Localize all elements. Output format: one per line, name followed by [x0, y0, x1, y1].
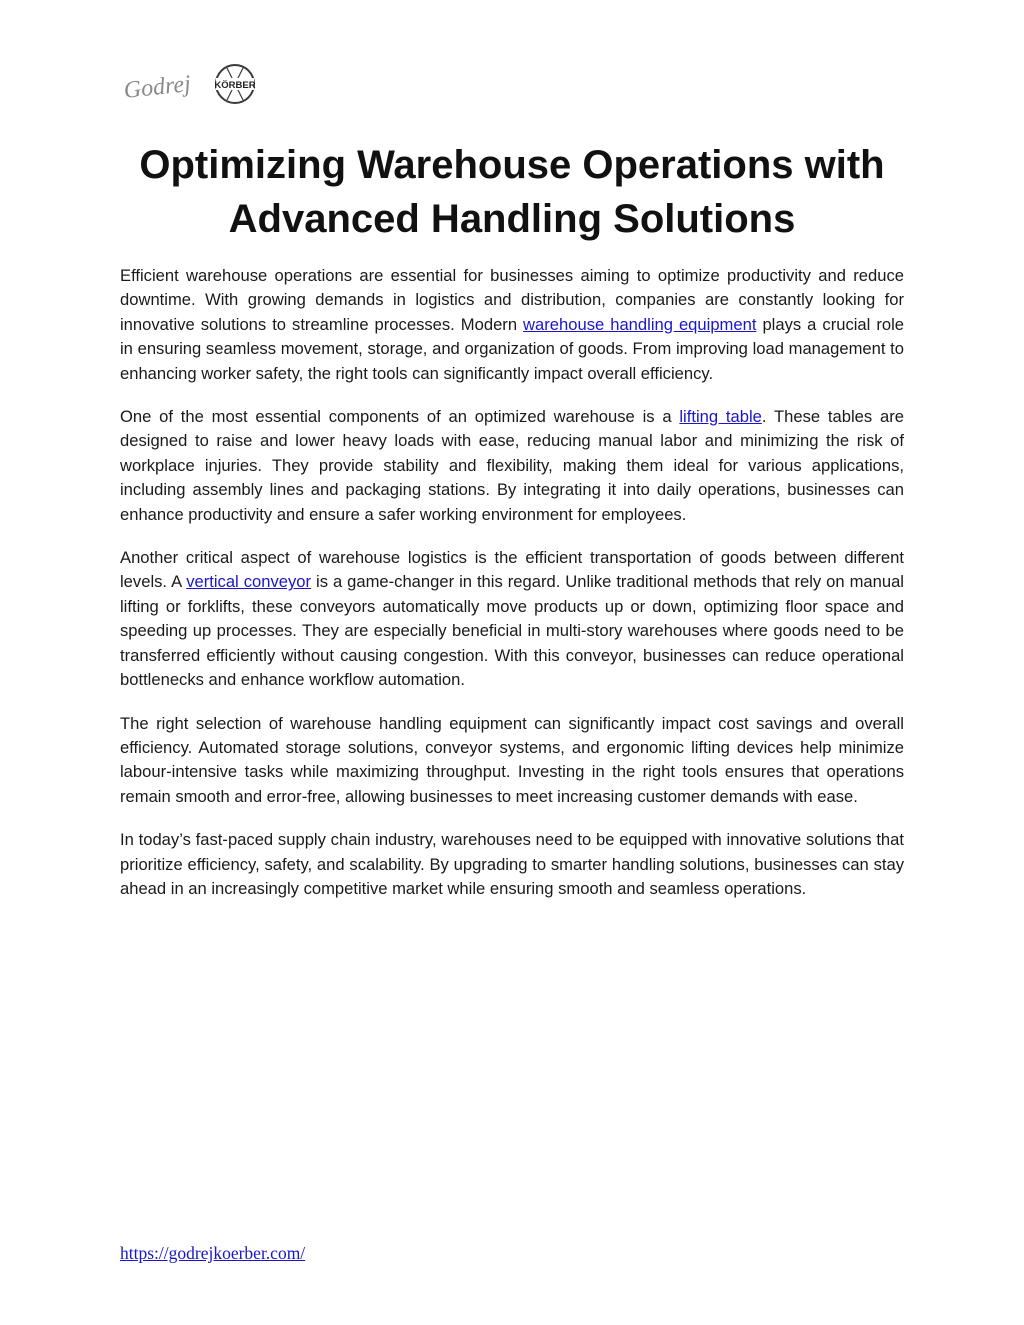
logo-partner-text: KÖRBER: [214, 80, 256, 91]
paragraph-text: plays a crucial role in ensuring seamless movement, storage, and organization of goods. From improving load management to enhancing worker safety, the right tools can significantly impact overall efficiency.: [120, 314, 905, 383]
link-lifting-table[interactable]: lifting table: [679, 407, 762, 427]
logo-graphic: [122, 60, 272, 110]
link-vertical-conveyor[interactable]: vertical conveyor: [186, 572, 312, 592]
paragraph-text: Efficient warehouse operations are essential for businesses aiming to optimize productivity and reduce downtime. With growing demands in logistics and distribution, companies are constantly looking for innovative solutions to streamline processes. Modern: [120, 266, 904, 334]
paragraph-1: [120, 264, 904, 386]
logo-brand-script: Godrej: [122, 71, 192, 104]
article-body: [120, 264, 904, 920]
paragraph-3: [120, 546, 904, 692]
page-title: Optimizing Warehouse Operations with Advanced Handling Solutions: [139, 143, 885, 241]
paragraph-5: In today’s fast-paced supply chain industry, warehouses need to be equipped with innovative solutions that prioritize efficiency, safety, and scalability. By upgrading to smarter handling solutions, businesses can stay ahead in an increasingly competitive market while ensuring smooth and seamless operations.: [120, 830, 904, 898]
paragraph-text: is a game-changer in this regard. Unlike traditional methods that rely on manual lifting or forklifts, these conveyors automatically move products up or down, optimizing floor space and speeding up processes. They are especially beneficial in multi-story warehouses where goods need to be transferred efficiently without causing congestion. With this conveyor, businesses can reduce operational bottlenecks and enhance workflow automation.: [120, 572, 904, 690]
paragraph-text: . These tables are designed to raise and lower heavy loads with ease, reducing manual labor and minimizing the risk of workplace injuries. They provide stability and flexibility, making them ideal for various applications, including assembly lines and packaging stations. By integrating it into daily operations, businesses can enhance productivity and ensure a safer working environment for employees.: [120, 407, 904, 524]
footer-website-link[interactable]: https://godrejkoerber.com/: [120, 1243, 306, 1263]
paragraph-4: The right selection of warehouse handling equipment can significantly impact cost savings and overall efficiency. Automated storage solutions, conveyor systems, and ergonomic lifting devices help minimize labour-intensive tasks while maximizing throughput. Investing in the right tools ensures that operations remain smooth and error-free, allowing businesses to meet increasing customer demands with ease.: [120, 713, 904, 806]
paragraph-text: One of the most essential components of an optimized warehouse is a: [120, 407, 680, 427]
link-warehouse-handling-equipment[interactable]: warehouse handling equipment: [523, 314, 757, 334]
company-logo: [122, 60, 272, 110]
paragraph-2: [120, 405, 904, 527]
paragraph-text: Another critical aspect of warehouse logistics is the efficient transportation of goods between different levels. A: [120, 548, 904, 592]
